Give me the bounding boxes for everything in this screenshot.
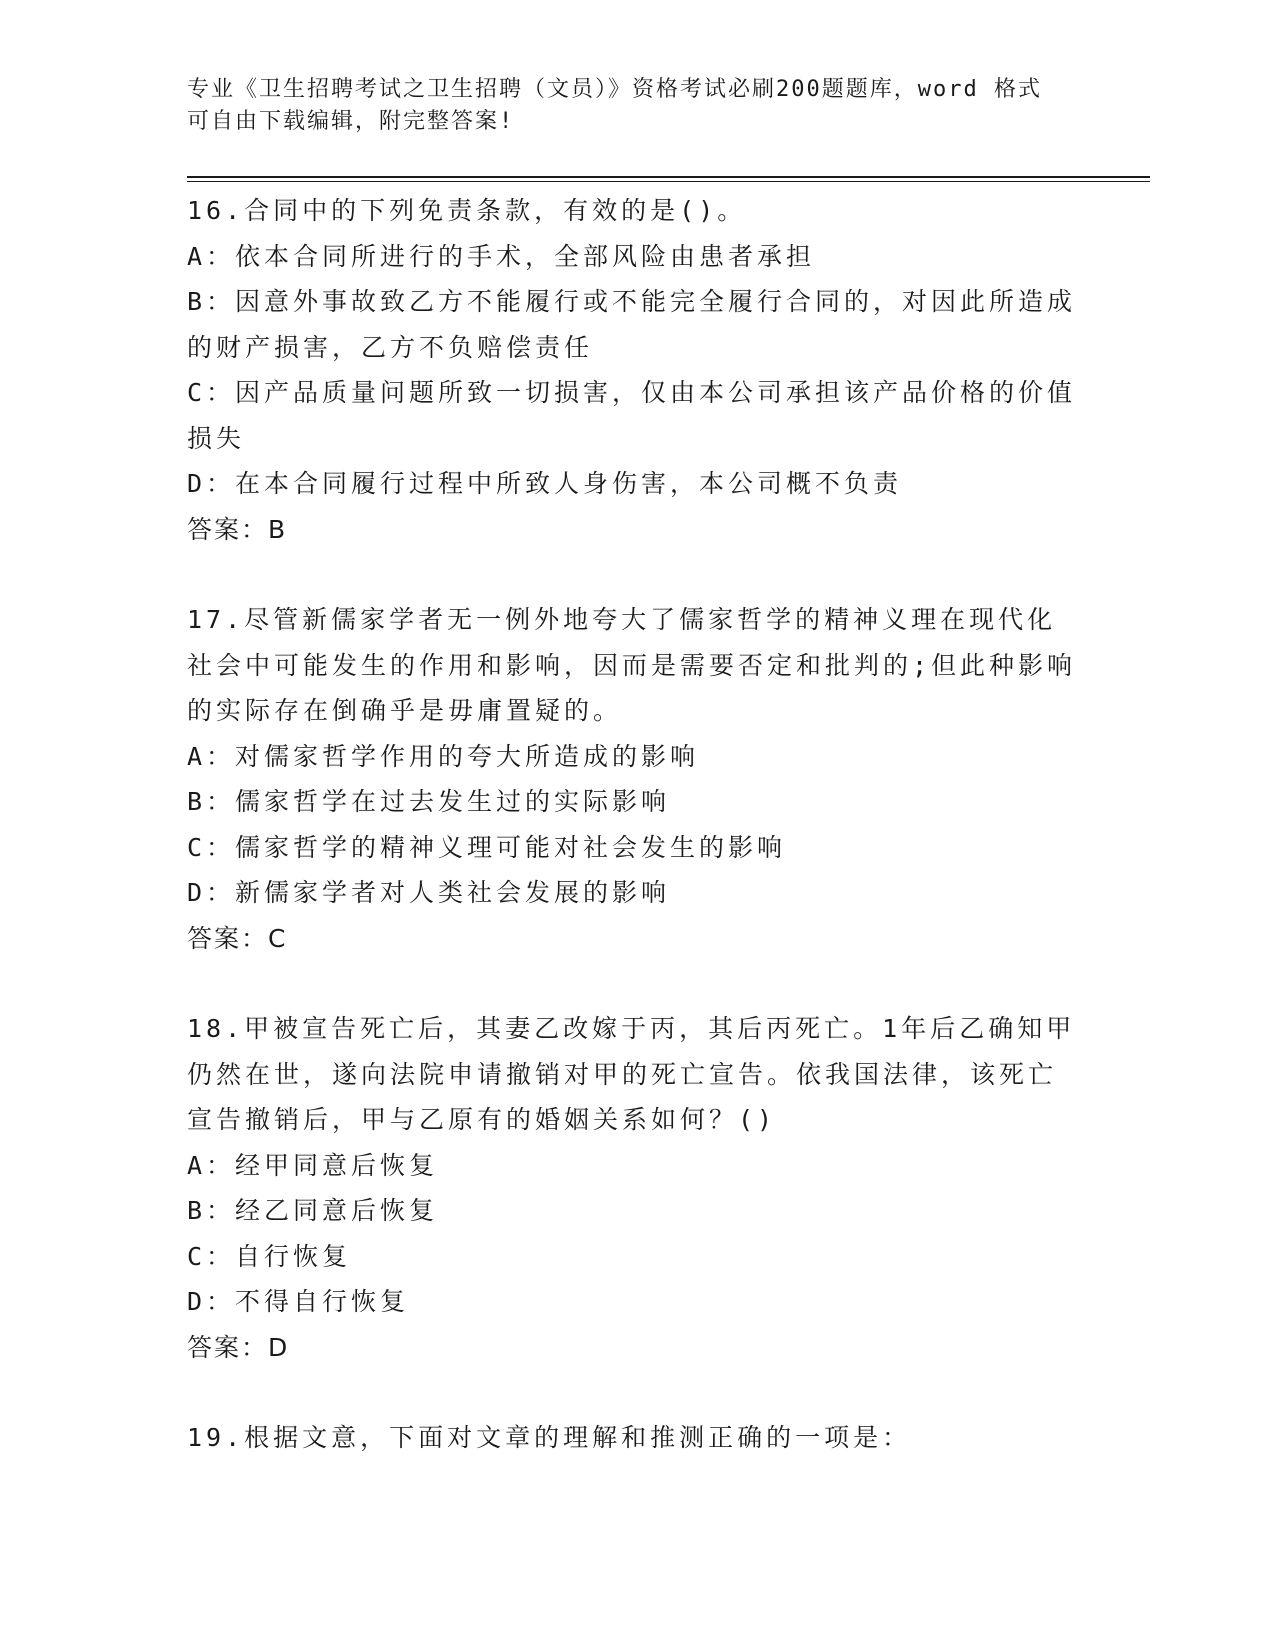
question-16: [187, 188, 1077, 507]
question-text: 17.尽管新儒家学者无一例外地夸大了儒家哲学的精神义理在现代化社会中可能发生的作用和影响，因而是需要否定和批判的;但此种影响的实际存在倒确乎是毋庸置疑的。: [187, 605, 1077, 725]
question-17: [187, 597, 1077, 916]
option-c: C：因产品质量问题所致一切损害，仅由本公司承担该产品价格的价值损失: [187, 378, 1077, 453]
question-18: [187, 1006, 1077, 1325]
question-19: [187, 1415, 1077, 1461]
option-d: D：在本合同履行过程中所致人身伤害，本公司概不负责: [187, 469, 903, 498]
option-a: A：依本合同所进行的手术，全部风险由患者承担: [187, 241, 816, 271]
option-b: B：经乙同意后恢复: [187, 1196, 439, 1225]
header-divider-thin: [187, 181, 1150, 182]
header-line-2: 可自由下载编辑，附完整答案!: [187, 109, 515, 134]
option-d: D：不得自行恢复: [187, 1287, 410, 1316]
answer-18: 答案：D: [187, 1332, 290, 1362]
document-header: [187, 74, 1067, 138]
option-a: A：对儒家哲学作用的夸大所造成的影响: [187, 741, 700, 771]
question-list: [187, 188, 1077, 1461]
header-divider-thick: [187, 176, 1150, 178]
option-b: B：因意外事故致乙方不能履行或不能完全履行合同的，对因此所造成的财产损害，乙方不负赔偿责任: [187, 287, 1077, 362]
question-text: 16.合同中的下列免责条款，有效的是()。: [187, 196, 747, 225]
option-a: A：经甲同意后恢复: [187, 1150, 439, 1180]
question-text: 19.根据文意，下面对文章的理解和推测正确的一项是：: [187, 1423, 912, 1452]
option-c: C：儒家哲学的精神义理可能对社会发生的影响: [187, 832, 787, 862]
answer-16: 答案：B: [187, 514, 288, 544]
option-b: B：儒家哲学在过去发生过的实际影响: [187, 787, 671, 816]
option-d: D：新儒家学者对人类社会发展的影响: [187, 878, 671, 907]
question-text: 18.甲被宣告死亡后，其妻乙改嫁于丙，其后丙死亡。1年后乙确知甲仍然在世，遂向法院申请撤销对甲的死亡宣告。依我国法律，该死亡宣告撤销后，甲与乙原有的婚姻关系如何？(): [187, 1014, 1076, 1134]
answer-17: 答案：C: [187, 923, 288, 953]
option-c: C：自行恢复: [187, 1241, 352, 1271]
header-line-1: 专业《卫生招聘考试之卫生招聘（文员）》资格考试必刷200题题库，word 格式: [187, 77, 1042, 102]
